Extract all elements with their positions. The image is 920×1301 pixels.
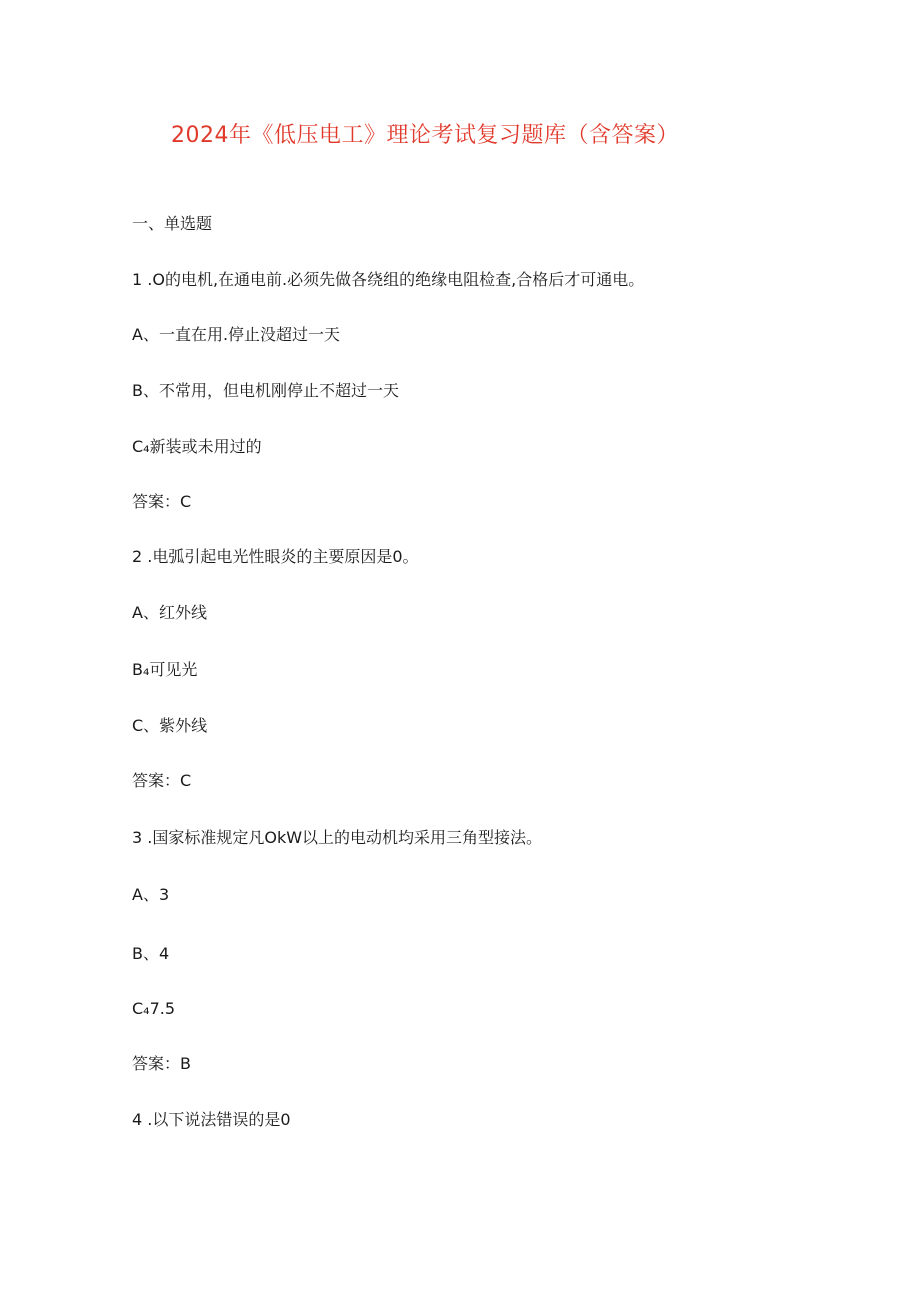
option-1c: C₄新装或未用过的 [132, 437, 262, 456]
question-3: 3 .国家标准规定凡OkW以上的电动机均采用三角型接法。 [132, 828, 543, 847]
answer-2: 答案：C [132, 771, 192, 790]
section-heading: 一、单选题 [132, 214, 213, 233]
answer-1: 答案：C [132, 492, 192, 511]
option-3b: B、4 [132, 944, 170, 963]
question-2: 2 .电弧引起电光性眼炎的主要原因是0。 [132, 547, 419, 566]
option-1b: B、不常用，但电机刚停止不超过一天 [132, 381, 399, 400]
option-2a: A、红外线 [132, 603, 207, 622]
option-3c: C₄7.5 [132, 999, 176, 1018]
answer-3: 答案：B [132, 1054, 191, 1073]
option-3a: A、3 [132, 885, 170, 904]
option-1a: A、一直在用.停止没超过一天 [132, 325, 341, 344]
document-title: 2024年《低压电工》理论考试复习题库（含答案） [171, 123, 679, 148]
question-4: 4 .以下说法错误的是0 [132, 1110, 291, 1129]
question-1: 1 .O的电机,在通电前.必须先做各绕组的绝缘电阻检查,合格后才可通电。 [132, 270, 645, 289]
option-2c: C、紫外线 [132, 716, 208, 735]
option-2b: B₄可见光 [132, 660, 198, 679]
